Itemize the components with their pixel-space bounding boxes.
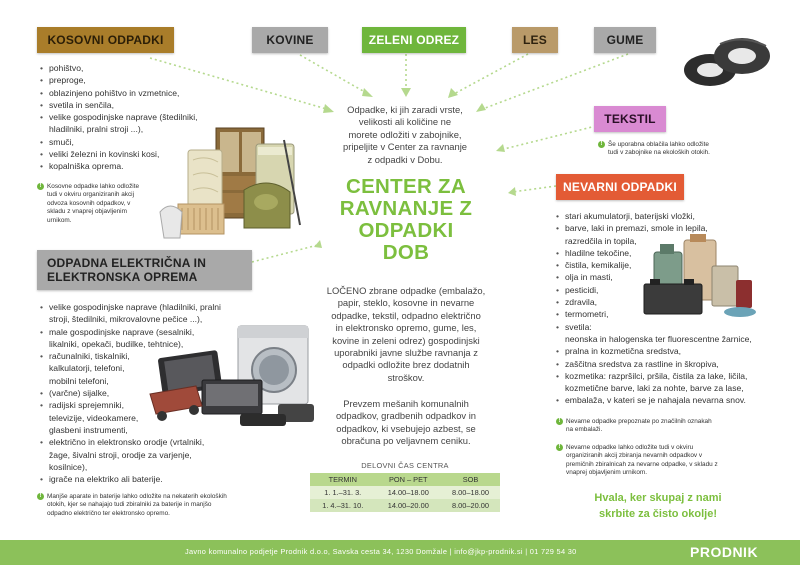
- text-line: Še uporabna oblačila lahko odložite: [608, 141, 709, 148]
- text-line: RAVNANJE Z: [339, 197, 473, 220]
- list-item: • električno in elektronsko orodje (vrtalniki,: [40, 436, 270, 448]
- hours-table: [310, 473, 500, 512]
- tires-illustration: [680, 30, 775, 92]
- text-line: kovine in zeleni odrez) gospodinjski: [332, 334, 480, 346]
- furniture-illustration: [158, 120, 318, 245]
- hours-header-termin: TERMIN: [310, 473, 376, 486]
- center-body-text: [318, 285, 494, 384]
- list-item: televizije, videokamere,: [49, 412, 139, 423]
- text-line: velikosti ali količine ne: [358, 116, 452, 128]
- hours-cell: 8.00–20.00: [441, 499, 500, 512]
- tag-les: LES: [512, 27, 558, 53]
- appliances-illustration: [140, 322, 325, 432]
- list-item: hladilniki, pralni stroji ...),: [49, 124, 144, 135]
- text-line: Nevarne odpadke lahko odložite tudi v okviru: [566, 444, 694, 451]
- list-item: • računalniki, tiskalniki,: [40, 350, 270, 362]
- text-line: Kosovne odpadke lahko odložite: [47, 183, 140, 190]
- nevarni-note-2: [556, 444, 786, 478]
- list-item: • svetila:: [556, 321, 796, 333]
- nevarni-note-1: [556, 418, 776, 435]
- elektro-note: [37, 493, 287, 518]
- tag-elektro-line1: ODPADNA ELEKTRIČNA IN: [47, 256, 207, 270]
- center-title: [318, 176, 494, 264]
- text-line: papir, steklo, kosovne in nevarne: [337, 297, 475, 309]
- text-line: ODPADKI: [358, 219, 454, 242]
- exclamation-icon: !: [556, 444, 563, 451]
- text-line: pripeljite v Center za ravnanje: [342, 141, 468, 153]
- hours-cell: 1. 1.–31. 3.: [310, 486, 376, 499]
- list-item: • (varčne) sijalke,: [40, 387, 270, 399]
- list-item: • pohištvo,: [40, 62, 240, 74]
- hours-cell: 14.00–20.00: [376, 499, 442, 512]
- tag-gume: GUME: [594, 27, 656, 53]
- tag-elektro-line2: ELEKTRONSKA OPREMA: [47, 270, 198, 284]
- center-intro-text: [330, 104, 480, 166]
- text-line: obračuna po veljavnem ceniku.: [341, 435, 471, 447]
- list-item: • oblazinjeno pohištvo in vzmetnice,: [40, 87, 240, 99]
- tag-zeleni-odrez: ZELENI ODREZ: [362, 27, 466, 53]
- text-line: odvoza kosovnih odpadkov, v: [47, 199, 131, 207]
- text-line: odpadkov, gradbenih odpadkov in: [335, 410, 477, 422]
- list-item: glasbeni instrumenti,: [49, 424, 128, 435]
- text-line: Odpadke, ki jih zaradi vrste,: [347, 104, 463, 115]
- list-item: • radijski sprejemniki,: [40, 399, 270, 411]
- list-item: kalkulatorji, telefoni,: [49, 363, 125, 374]
- list-item: • embalaža, v kateri se je nahajala nevarna snov.: [556, 394, 796, 406]
- text-line: skrbite za čisto okolje!: [599, 508, 717, 520]
- list-item: neonska in halogenska ter fluorescentne žarnice,: [565, 333, 752, 344]
- tag-kosovni-odpadki: KOSOVNI ODPADKI: [37, 27, 174, 53]
- text-line: z odpadki v Dobu.: [367, 153, 443, 165]
- text-line: otokih, kjer se nahajajo tudi zbiralniki za baterije in manjšo: [47, 501, 212, 509]
- text-line: Prevzem mešanih komunalnih: [343, 398, 469, 409]
- list-item: • olja in masti,: [556, 271, 796, 283]
- list-item: • stari akumulatorji, baterijski vložki,: [556, 210, 796, 222]
- list-item: • hladilne tekočine,: [556, 247, 796, 259]
- text-line: vnaprej objavljenim urnikom.: [566, 469, 647, 477]
- prodnik-logo: PRODNIK: [690, 544, 759, 560]
- tekstil-note: [598, 141, 758, 158]
- list-item: • pesticidi,: [556, 284, 796, 296]
- list-item: • male gospodinjske naprave (sesalniki,: [40, 326, 270, 338]
- hours-header-saturday: SOB: [441, 473, 500, 486]
- text-line: CENTER ZA: [345, 175, 466, 198]
- hours-cell: 1. 4.–31. 10.: [310, 499, 376, 512]
- list-item: • veliki železni in kovinski kosi,: [40, 148, 240, 160]
- list-item: • barve, laki in premazi, smole in lepila,: [556, 222, 796, 234]
- list-item: • kopalniška oprema.: [40, 160, 240, 172]
- list-item: razredčila in topila,: [565, 235, 637, 246]
- list-item: • velike gospodinjske naprave (hladilniki, pralni: [40, 301, 270, 313]
- exclamation-icon: !: [556, 418, 563, 425]
- hours-cell: 14.00–18.00: [376, 486, 442, 499]
- list-item: • termometri,: [556, 308, 796, 320]
- text-line: odpadkov, ki vsebujejo azbest, se: [336, 422, 476, 434]
- text-line: LOČENO zbrane odpadke (embalažo,: [326, 285, 486, 296]
- list-item: kosilnice),: [49, 461, 88, 472]
- text-line: odpadki odložite brez dodatnih: [342, 359, 470, 371]
- list-item: • pralna in kozmetična sredstva,: [556, 345, 796, 357]
- hours-row: [310, 499, 500, 512]
- tag-elektricna-oprema: [37, 250, 252, 290]
- text-line: odpadno električno ter elektronsko opremo.: [47, 509, 170, 517]
- thanks-message: [558, 490, 758, 522]
- tag-nevarni-odpadki: NEVARNI ODPADKI: [556, 174, 684, 200]
- tag-tekstil: TEKSTIL: [594, 106, 666, 132]
- list-item: likalniki, opekači, budilke, tehtnice),: [49, 338, 184, 349]
- exclamation-icon: !: [37, 493, 44, 500]
- text-line: uporabniki javne službe ravnanja z: [334, 347, 478, 359]
- hours-header-row: [310, 473, 500, 486]
- list-item: • zaščitna sredstva za rastline in škropiva,: [556, 358, 796, 370]
- text-line: odpadke, tekstil, odpadno električno: [331, 309, 481, 321]
- list-item: mobilni telefoni,: [49, 375, 109, 386]
- list-item: stroji, štedilniki, mikrovalovne pečice ...),: [49, 314, 203, 325]
- exclamation-icon: !: [37, 183, 44, 190]
- text-line: stroškov.: [387, 371, 425, 383]
- list-item: • velike gospodinjske naprave (štedilniki,: [40, 111, 240, 123]
- text-line: skladu z vnaprej objavljenim: [47, 208, 127, 216]
- text-line: na embalaži.: [566, 426, 603, 434]
- hours-row: [310, 486, 500, 499]
- footer-contact: Javno komunalno podjetje Prodnik d.o.o, Savska cesta 34, 1230 Domžale | info@jkp-prodnik.si | 01 729 54 30: [185, 547, 577, 556]
- text-line: premičnih zbiralnicah za nevarne odpadke, v skladu z: [566, 460, 718, 468]
- text-line: in elektronsko opremo, gume, les,: [335, 322, 477, 334]
- list-item: žage, šivalni stroji, orodje za varjenje,: [49, 449, 192, 460]
- list-item: • svetila in senčila,: [40, 99, 240, 111]
- tag-kovine: KOVINE: [252, 27, 328, 53]
- list-item: • preproge,: [40, 74, 240, 86]
- text-line: DOB: [382, 241, 430, 264]
- text-line: Manjše aparate in baterije lahko odložite na nekaterih ekoloških: [47, 493, 227, 500]
- list-item: • zdravila,: [556, 296, 796, 308]
- list-item: • čistila, kemikalije,: [556, 259, 796, 271]
- list-item: • kozmetika: razpršilci, pršila, čistila za lake, ličila,: [556, 370, 796, 382]
- text-line: tudi v okviru organiziranih akcij: [47, 191, 135, 199]
- list-item: kozmetične barve, laki za nohte, barve za lase,: [565, 383, 744, 394]
- text-line: tudi v zabojnike na ekoloških otokih.: [608, 149, 710, 157]
- text-line: morete odložiti v zabojnike,: [348, 128, 462, 140]
- list-item: • smuči,: [40, 136, 240, 148]
- list-item: • igrače na elektriko ali baterije.: [40, 473, 270, 485]
- hours-title: DELOVNI ČAS CENTRA: [361, 461, 449, 470]
- nevarni-list: [556, 210, 796, 407]
- text-line: organiziranih akcij zbiranja nevarnih odpadkov v: [566, 452, 703, 460]
- center-body2-text: [318, 398, 494, 448]
- text-line: Nevarne odpadke prepoznate po značilnih oznakah: [566, 418, 712, 425]
- text-line: Hvala, ker skupaj z nami: [594, 492, 722, 504]
- hours-header-weekdays: PON – PET: [376, 473, 442, 486]
- hours-cell: 8.00–18.00: [441, 486, 500, 499]
- exclamation-icon: !: [598, 141, 605, 148]
- text-line: urnikom.: [47, 216, 72, 224]
